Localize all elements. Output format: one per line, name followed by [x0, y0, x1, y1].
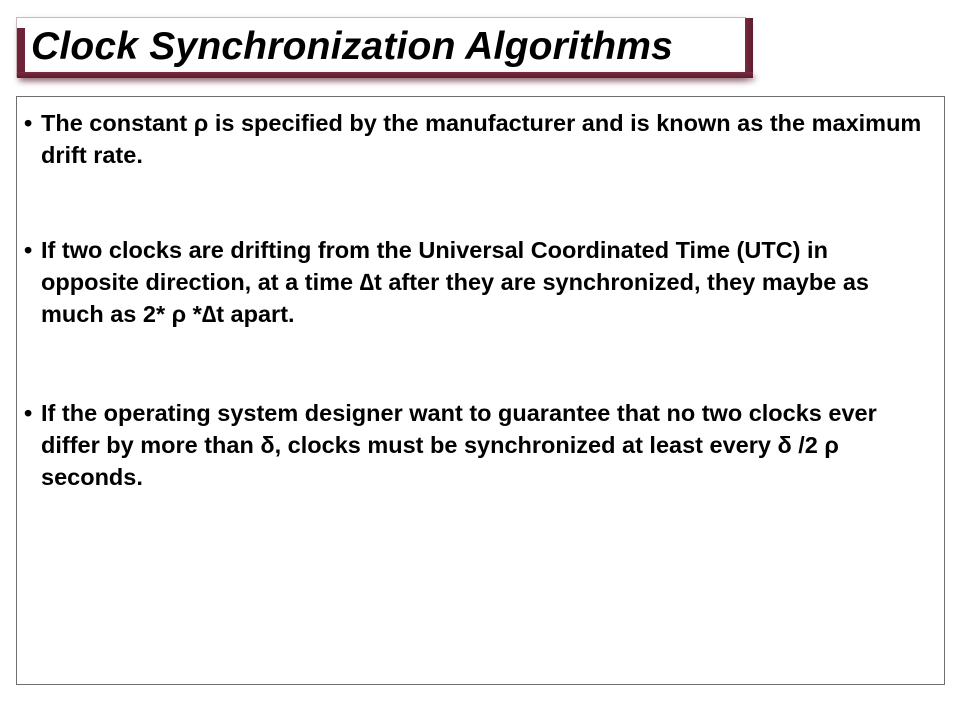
- content-box: [16, 96, 945, 685]
- bullet-icon: •: [24, 110, 33, 136]
- bullet-item-max-drift-rate: [24, 107, 929, 171]
- bullet-item-opposite-drift: [24, 234, 929, 330]
- bullet-icon: •: [24, 400, 33, 426]
- bullet-item-resync-interval: [24, 397, 929, 493]
- bullet-text: If the operating system designer want to guarantee that no two clocks ever differ by more than δ, clocks must be synchronized at least every δ /2 ρ seconds.: [41, 400, 877, 490]
- bullet-text: The constant ρ is specified by the manufacturer and is known as the maximum drift rate.: [41, 110, 922, 168]
- bullet-icon: •: [24, 237, 33, 263]
- slide-title: Clock Synchronization Algorithms: [31, 25, 674, 68]
- bullet-text: If two clocks are drifting from the Universal Coordinated Time (UTC) in opposite direction, at a time ∆t after they are synchronized, they maybe as much as 2* ρ *∆t apart.: [41, 237, 869, 327]
- title-accent-bar: [17, 72, 753, 78]
